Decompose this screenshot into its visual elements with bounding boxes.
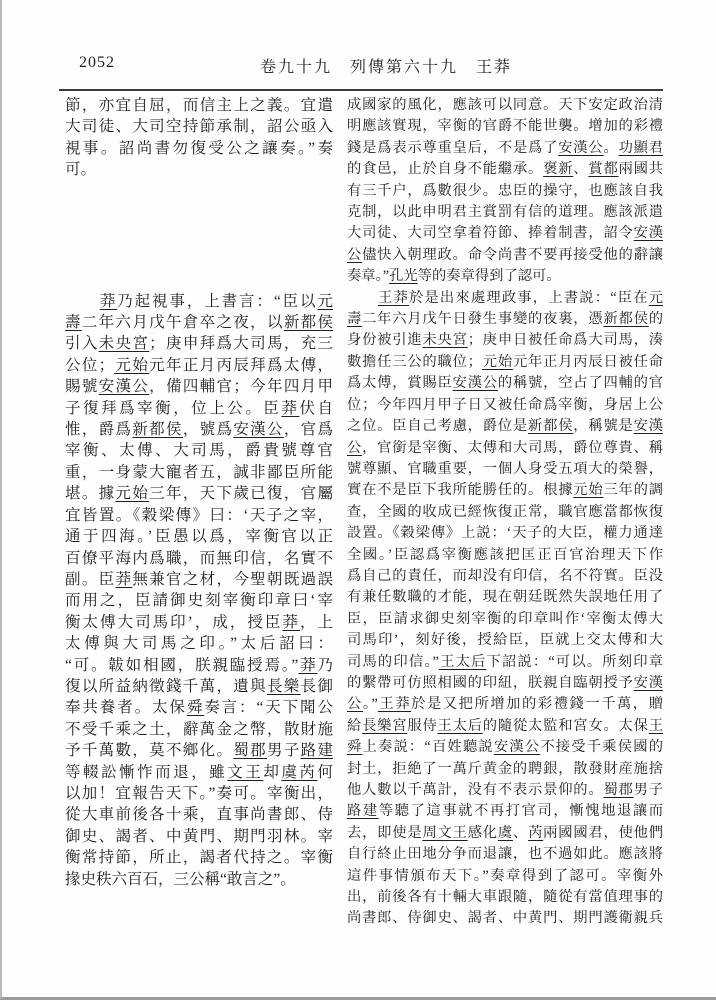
text-run: 克制，以此申明君主賞罰有信的道理。應該派遣	[347, 204, 663, 221]
text-run: 以加！宜報告天下。”奏可。宰衡出，	[65, 784, 333, 802]
text-run: 奉共養者。太保	[65, 699, 187, 717]
text-run: 實在不是臣下我所能勝任的。根據	[347, 482, 574, 499]
text-run: 封土，拒絶了一萬斤黄金的聘銀，散發財産施捨	[347, 760, 663, 777]
text-run: 無兼官之材，今聖朝既過誤	[132, 570, 333, 588]
text-line	[347, 373, 663, 394]
text-run: 引入	[65, 335, 99, 353]
proper-noun: 舜	[186, 699, 205, 717]
text-run: ，備四輔官；今年四月甲	[149, 378, 333, 396]
text-run: 爲太傅，賞賜臣	[347, 375, 453, 392]
text-line	[65, 333, 333, 354]
text-line	[65, 355, 333, 376]
proper-noun: 莽	[298, 656, 318, 674]
proper-noun: 文王	[227, 763, 264, 781]
proper-noun: 褒新	[543, 161, 574, 178]
text-line	[347, 330, 663, 351]
text-run: 乃	[317, 656, 333, 674]
text-line	[65, 138, 333, 159]
proper-noun: 王太后	[438, 653, 487, 670]
text-line	[347, 566, 663, 587]
proper-noun: 賞都	[588, 161, 619, 178]
text-run: 臣，臣請求御史刻宰衡的印章叫作‘宰衡太傅大	[347, 610, 663, 627]
text-line	[347, 95, 663, 116]
text-run: 可。	[65, 161, 97, 179]
text-run: 等輟訟慚怍而退，雖	[65, 763, 228, 781]
text-run: 、	[512, 824, 529, 841]
text-run: 服侍	[407, 717, 438, 734]
proper-noun: 公	[347, 696, 363, 713]
text-line	[65, 612, 333, 633]
text-run: ，官銜是宰衡、太傅和大司馬，爵位尊貴、稱	[362, 439, 664, 456]
text-run: 子復拜爲宰衡，位上公。臣	[65, 399, 282, 417]
proper-noun: 安漢	[633, 225, 664, 242]
text-run: 錢是爲表示尊重皇后，不是爲了	[347, 139, 559, 156]
text-line	[65, 762, 333, 783]
text-line	[65, 95, 333, 116]
text-line	[347, 459, 663, 480]
text-run: 等聽了這事就不再打官司，慚愧地退讓而	[378, 803, 664, 820]
text-line	[65, 804, 333, 825]
text-line	[347, 737, 663, 758]
text-run: 有兼任數職的才能，現在朝廷既然失誤地任用了	[347, 589, 663, 606]
proper-noun: 舜	[347, 739, 363, 756]
text-run: 衡常持節，所止，謁者代持之。宰衡	[65, 849, 333, 867]
text-run: 明應該實現，宰衡的官爵不能世襲。增加的彩禮	[347, 118, 663, 135]
text-line	[65, 590, 333, 611]
proper-noun: 新都侯	[283, 314, 333, 332]
text-run: 、	[573, 161, 589, 178]
text-run: 男子	[633, 782, 664, 798]
text-run: 自行終止田地分争而退讓，也不過如此。應該將	[347, 846, 663, 863]
text-run: 乃起視事，上書言：“臣以	[117, 292, 318, 310]
proper-noun: 虞	[497, 824, 513, 841]
text-run: 伏自	[299, 399, 333, 417]
text-line	[65, 548, 333, 569]
text-run: 。	[603, 139, 619, 156]
proper-noun: 莽	[282, 613, 300, 631]
text-line	[65, 676, 333, 697]
text-run: ；庚申日被任命爲大司馬，湊	[467, 332, 664, 349]
text-line	[65, 783, 333, 804]
text-line	[347, 587, 663, 608]
proper-noun: 安漢公	[493, 739, 541, 756]
text-run: 而用之，臣請御史刻宰衡印章曰‘宰	[65, 592, 333, 610]
text-run: 設置。《穀梁傳》上説：‘天子的大臣，權力通達	[347, 525, 663, 542]
text-run: 司馬印’，刻好後，授給臣，臣就上交太傅和大	[347, 632, 663, 649]
text-run: 上奏説：“百姓聽説	[362, 739, 494, 756]
text-run: 出，前後各有十輛大車跟隨，隨從有當值理事的	[347, 889, 663, 906]
proper-noun: 功顯君	[618, 139, 664, 156]
text-line	[347, 716, 663, 737]
chapter-header-title: 卷九十九 列傳第六十九 王莽	[259, 59, 512, 76]
text-line	[347, 309, 663, 330]
text-run: ，官爲	[283, 421, 333, 439]
proper-noun: 王莽	[377, 289, 409, 306]
text-line	[347, 523, 663, 544]
text-line	[65, 462, 333, 483]
text-run: 御史、謁者、中黄門、期門羽林。宰	[65, 827, 333, 845]
text-run: 儘快入朝理政。命令尚書不要再接受他的辭讓	[362, 246, 664, 263]
text-run: 有三千户，爲數很少。忠臣的操守，也應該自我	[347, 182, 663, 199]
text-line	[347, 116, 663, 137]
proper-noun: 莽	[115, 570, 133, 588]
text-line	[347, 759, 663, 780]
text-line	[347, 823, 663, 844]
text-run: 數擔任三公的職位；	[347, 353, 482, 370]
text-line	[347, 844, 663, 865]
text-run: 二年六月戊午日發生事變的夜裏，憑	[362, 311, 604, 328]
text-run: 却	[263, 763, 282, 781]
text-line	[65, 419, 333, 440]
text-run: ，號爲	[182, 421, 234, 439]
text-run: 不受千乘之土，辭萬金之幣，散財施	[65, 720, 333, 738]
text-run: 這件事情頒布天下。”奏章得到了認可。宰衡外	[347, 867, 663, 884]
text-run: “可。韍如相國，朕親臨授焉。”	[65, 656, 299, 674]
text-line	[347, 395, 663, 416]
text-line	[65, 116, 333, 137]
proper-noun: 安漢	[633, 418, 664, 435]
proper-noun: 元	[317, 292, 333, 310]
proper-noun: 元	[648, 289, 663, 306]
text-line	[347, 352, 663, 373]
proper-noun: 新都侯	[132, 421, 183, 439]
proper-noun: 壽	[347, 311, 363, 328]
proper-noun: 路建	[300, 742, 333, 760]
text-run: 惟，爵爲	[65, 421, 133, 439]
text-run: 宰衡、太傅、大司馬，爵貴號尊官	[65, 442, 333, 460]
page-header	[59, 52, 661, 78]
text-run: 位；今年四月甲子日又被任命爲宰衡，身居上公	[347, 396, 663, 413]
proper-noun: 元始	[573, 482, 604, 499]
text-run: 元年正月丙辰拜爲太傅，	[149, 356, 333, 374]
text-run: 二年六月戊午倉卒之夜，以	[81, 314, 284, 332]
text-line	[347, 801, 663, 822]
proper-noun: 新都侯	[603, 311, 649, 328]
text-run: 全國。’臣認爲宰衡應該把匡正百官治理天下作	[347, 546, 663, 563]
text-line	[65, 376, 333, 397]
text-run: 復以所益納徵錢千萬，遺與	[65, 677, 267, 695]
text-run: 司馬的印信。”	[347, 653, 439, 670]
text-run: 三年的調	[603, 482, 664, 499]
text-run: 奏言：“天下聞公	[204, 699, 333, 717]
text-line	[347, 780, 663, 801]
text-line	[347, 438, 663, 459]
text-line	[347, 630, 663, 651]
proper-noun: 安漢公	[233, 421, 284, 439]
text-run: 給	[347, 717, 363, 734]
proper-noun: 王	[648, 717, 664, 734]
right_column-paragraph-1	[347, 95, 663, 288]
proper-noun: 元始	[114, 356, 150, 374]
text-run: 不接受千乘侯國的	[540, 739, 663, 756]
proper-noun: 元始	[115, 485, 150, 503]
text-line	[65, 440, 333, 461]
proper-noun: 孔光	[389, 268, 418, 285]
text-run: 的	[648, 311, 664, 328]
right_column-paragraph-2	[347, 288, 663, 930]
text-run	[65, 293, 100, 310]
text-run: 成國家的風化，應該可以同意。天下安定政治清	[347, 97, 663, 113]
text-run	[347, 290, 378, 306]
text-line	[347, 159, 663, 180]
text-run: 奏章。”	[347, 268, 390, 285]
text-run: 的稱號，空占了四輔的官	[497, 375, 664, 392]
text-run: 號尊顯、官職重要，一個人身受五項大的榮譽，	[347, 460, 663, 477]
text-run: 三年，天下歲已復，官屬	[149, 485, 333, 503]
text-run: 從大車前後各十乘，直事尚書郎、侍	[65, 806, 333, 824]
text-line	[65, 526, 333, 547]
proper-noun: 芮	[299, 763, 318, 781]
text-run: 副。臣	[65, 570, 116, 588]
proper-noun: 周文王	[422, 824, 468, 841]
text-run: 元年正月丙辰日被任命	[512, 353, 664, 370]
text-run: 之位。臣自己考慮，爵位是	[347, 418, 529, 435]
text-run: 男子	[266, 742, 301, 760]
text-line	[65, 505, 333, 526]
text-line	[65, 633, 333, 654]
proper-noun: 新都侯	[528, 418, 574, 435]
text-line	[65, 740, 333, 761]
proper-noun: 安漢公	[98, 378, 150, 396]
proper-noun: 未央宮	[98, 335, 150, 353]
header-rule	[59, 89, 663, 91]
text-run: 掾史秩六百石，三公稱“敢言之”。	[65, 870, 296, 888]
text-line	[347, 181, 663, 202]
proper-noun: 王太后	[437, 717, 483, 734]
proper-noun: 安漢公	[452, 375, 498, 392]
text-line	[347, 673, 663, 694]
proper-noun: 路建	[347, 803, 379, 820]
proper-noun: 長樂	[266, 677, 301, 695]
text-line	[347, 288, 663, 309]
text-run: ，稱號是	[573, 418, 634, 435]
text-run: 於是又把所增加的彩禮錢一千萬，贈	[411, 696, 664, 713]
text-line	[65, 847, 333, 868]
text-run: 感化	[467, 824, 498, 841]
text-run: 爲自己的責任，而却没有印信，名不符實。臣没	[347, 567, 663, 584]
text-run: 太傅與大司馬之印。”太后詔曰：	[65, 635, 333, 653]
text-line	[65, 398, 333, 419]
text-run: 尚書郎、侍御史、謁者、中黄門、期門護衛親兵	[347, 910, 663, 927]
text-line	[347, 502, 663, 523]
text-run: 予千萬數，莫不鄉化。	[65, 742, 234, 760]
text-line	[347, 866, 663, 887]
proper-noun: 莽	[281, 399, 300, 417]
text-line	[347, 694, 663, 715]
proper-noun: 莽	[99, 292, 118, 310]
text-line	[65, 826, 333, 847]
text-run: 公位；	[65, 356, 115, 374]
text-run: 的隨從太監和宮女。太保	[482, 717, 649, 734]
proper-noun: 虞	[281, 763, 300, 781]
text-run: 他人數以千萬計，没有不表示景仰的。	[347, 782, 604, 798]
proper-noun: 芮	[528, 824, 544, 841]
text-line	[347, 138, 663, 159]
text-line	[347, 202, 663, 223]
text-run: 長御	[300, 677, 333, 695]
text-line	[347, 245, 663, 266]
text-run: 節，亦宜自屈，而信主上之義。宜遣	[65, 97, 333, 114]
text-run: 兩國國君，使他們	[543, 824, 664, 841]
text-line	[65, 159, 333, 180]
text-run: 視事。詔尚書勿復受公之讓奏。”奏	[65, 139, 333, 157]
text-run: 兩國共	[618, 161, 664, 178]
text-line	[347, 480, 663, 501]
proper-noun: 蜀郡	[233, 742, 267, 760]
text-line	[347, 652, 663, 673]
proper-noun: 安漢公	[558, 139, 604, 156]
text-run: 何	[317, 763, 333, 781]
text-run: 賜號	[65, 378, 99, 396]
left_column-paragraph-2	[65, 291, 333, 890]
text-run: 大司徒、大司空拿着符節、捧着制書，詔令	[347, 225, 634, 242]
text-run: 衡太傅大司馬印’，成，授臣	[65, 613, 283, 631]
text-line	[347, 416, 663, 437]
text-line	[65, 697, 333, 718]
text-line	[347, 908, 663, 929]
proper-noun: 蜀郡	[603, 782, 634, 798]
proper-noun: 元始	[481, 353, 513, 370]
page-number: 2052	[79, 54, 115, 71]
classical-text-column	[65, 95, 333, 890]
text-line	[347, 266, 663, 287]
proper-noun: 未央宮	[422, 332, 468, 349]
text-run: 下詔説：“可以。所刻印章	[486, 653, 663, 670]
text-run: 的繫帶可仿照相國的印紐，朕親自臨朝授予	[347, 674, 634, 691]
text-run: 的食邑，止於自身不能繼承。	[347, 161, 544, 178]
text-line	[65, 312, 333, 333]
text-line	[347, 887, 663, 908]
proper-noun: 王莽	[377, 696, 412, 713]
proper-noun: 壽	[65, 314, 82, 332]
text-run: ，上	[299, 613, 333, 631]
text-run: 等的奏章得到了認可。	[417, 268, 561, 285]
proper-noun: 長樂宮	[362, 717, 408, 734]
text-run: 大司徒、大司空持節承制，詔公亟入	[65, 118, 333, 136]
left_column-paragraph-1	[65, 95, 333, 181]
text-run: 重，一身蒙大寵者五，誠非鄙臣所能	[65, 463, 333, 481]
text-run: 。”	[362, 696, 378, 713]
text-run: 查，全國的收成已經恢復正常，職官應當都恢復	[347, 503, 663, 520]
text-run: ；庚申拜爲大司馬，充三	[149, 335, 333, 353]
text-line	[65, 655, 333, 676]
text-line	[65, 291, 333, 312]
text-run: 宜皆置。《穀梁傳》曰：‘天子之宰，	[65, 506, 333, 524]
text-line	[347, 609, 663, 630]
text-run: 百僚平海内爲職，而無印信，名實不	[65, 549, 333, 567]
text-line	[65, 719, 333, 740]
text-run: 去，即使是	[347, 824, 423, 841]
text-run: 於是出來處理政事，上書説：“臣在	[408, 289, 649, 306]
text-line	[65, 869, 333, 890]
text-run: 堪。據	[65, 485, 116, 503]
proper-noun: 公	[347, 439, 363, 456]
proper-noun: 公	[347, 246, 363, 263]
text-line	[65, 483, 333, 504]
text-line	[65, 569, 333, 590]
text-line	[347, 223, 663, 244]
text-run: 身份被引進	[347, 332, 423, 349]
proper-noun: 安漢	[633, 674, 664, 691]
text-line	[347, 545, 663, 566]
translation-text-column	[347, 95, 663, 930]
text-run: 通于四海。’臣愚以爲，宰衡官以正	[65, 528, 333, 546]
